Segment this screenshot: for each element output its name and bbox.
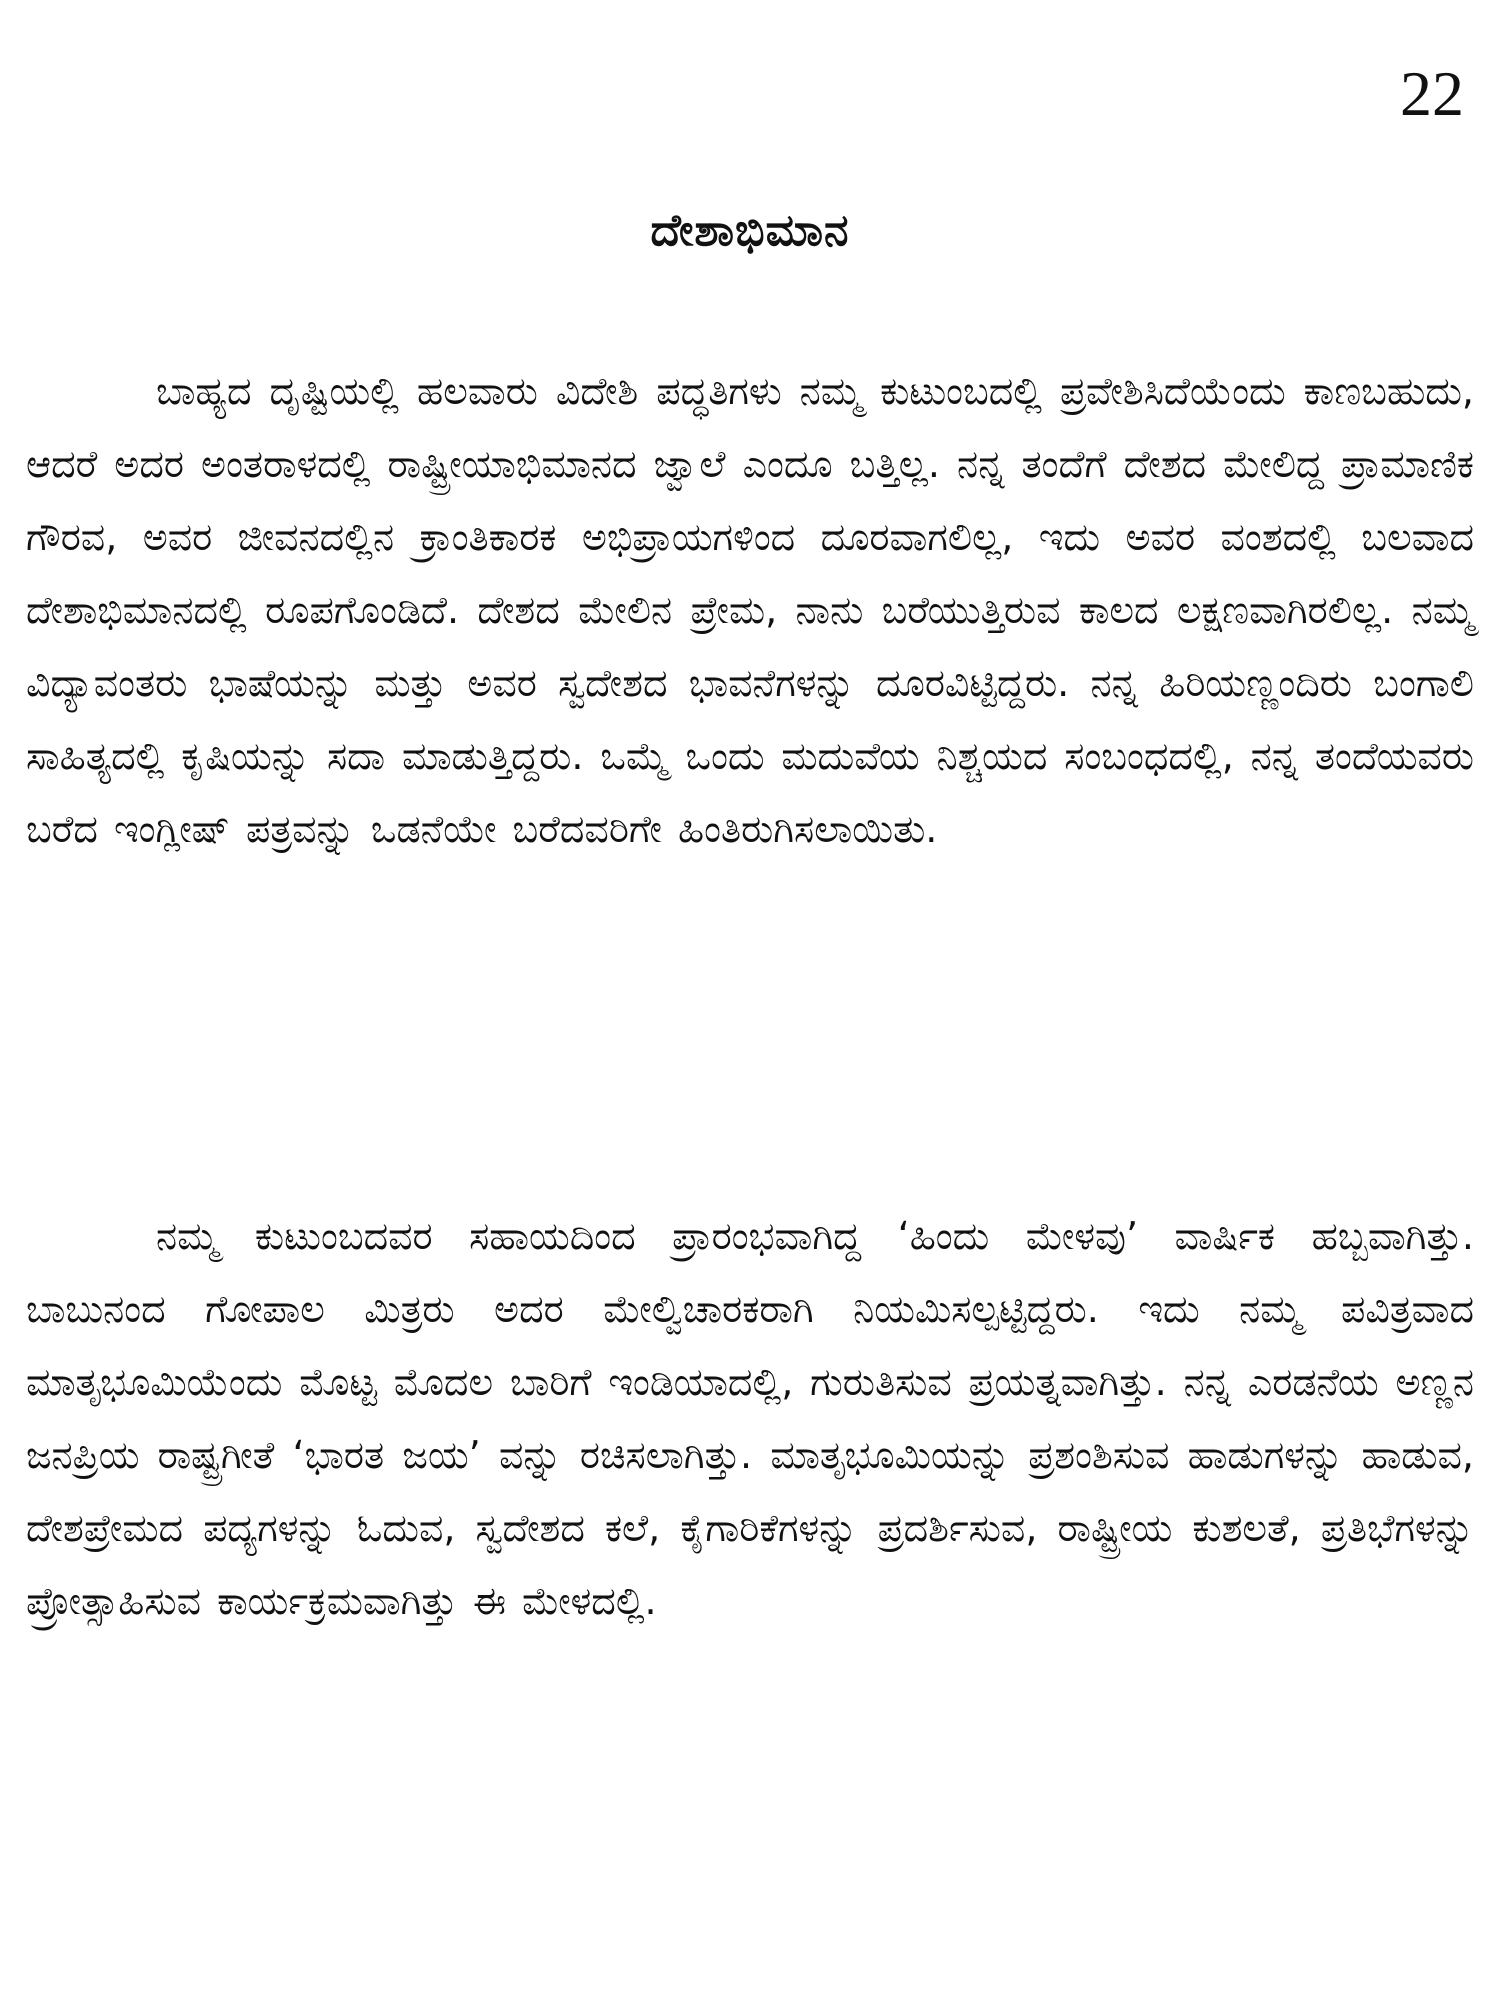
paragraph-2: ನಮ್ಮ ಕುಟುಂಬದವರ ಸಹಾಯದಿಂದ ಪ್ರಾರಂಭವಾಗಿದ್ದ ‘ಹಿಂದು ಮೇಳವು’ ವಾರ್ಷಿಕ ಹಬ್ಬವಾಗಿತ್ತು. ಬಾಬುನಂದ ಗೋಪಾಲ ಮಿತ್ರರು ಅದರ ಮೇಲ್ವಿಚಾರಕರಾಗಿ ನಿಯಮಿಸಲ್ಪಟ್ಟಿದ್ದರು. ಇದು ನಮ್ಮ ಪವಿತ್ರವಾದ ಮಾತೃಭೂಮಿಯೆಂದು ಮೊಟ್ಟ ಮೊದಲ ಬಾರಿಗೆ ಇಂಡಿಯಾದಲ್ಲಿ, ಗುರುತಿಸುವ ಪ್ರಯತ್ನವಾಗಿತ್ತು. ನನ್ನ ಎರಡನೆಯ ಅಣ್ಣನ ಜನಪ್ರಿಯ ರಾಷ್ಟ್ರಗೀತೆ ‘ಭಾರತ ಜಯ’ ವನ್ನು ರಚಿಸಲಾಗಿತ್ತು. ಮಾತೃಭೂಮಿಯನ್ನು ಪ್ರಶಂಶಿಸುವ ಹಾಡುಗಳನ್ನು ಹಾಡುವ, ದೇಶಪ್ರೇಮದ ಪದ್ಯಗಳನ್ನು ಓದುವ, ಸ್ವದೇಶದ ಕಲೆ, ಕೈಗಾರಿಕೆಗಳನ್ನು ಪ್ರದರ್ಶಿಸುವ, ರಾಷ್ಟ್ರೀಯ ಕುಶಲತೆ, ಪ್ರತಿಭೆಗಳನ್ನು ಪ್ರೋತ್ಸಾಹಿಸುವ ಕಾರ್ಯಕ್ರಮವಾಗಿತ್ತು ಈ ಮೇಳದಲ್ಲಿ. [26, 1214, 1474, 1623]
page-number: 22 [1400, 58, 1464, 129]
page-title: ದೇಶಾಭಿಮಾನ [650, 205, 850, 256]
paragraph-1: ಬಾಹ್ಯದ ದೃಷ್ಟಿಯಲ್ಲಿ ಹಲವಾರು ವಿದೇಶಿ ಪದ್ಧತಿಗಳು ನಮ್ಮ ಕುಟುಂಬದಲ್ಲಿ ಪ್ರವೇಶಿಸಿದೆಯೆಂದು ಕಾಣಬಹುದು, ಆದರೆ ಅದರ ಅಂತರಾಳದಲ್ಲಿ ರಾಷ್ಟ್ರೀಯಾಭಿಮಾನದ ಜ್ವಾಲೆ ಎಂದೂ ಬತ್ತಿಲ್ಲ. ನನ್ನ ತಂದೆಗೆ ದೇಶದ ಮೇಲಿದ್ದ ಪ್ರಾಮಾಣಿಕ ಗೌರವ, ಅವರ ಜೀವನದಲ್ಲಿನ ಕ್ರಾಂತಿಕಾರಕ ಅಭಿಪ್ರಾಯಗಳಿಂದ ದೂರವಾಗಲಿಲ್ಲ, ಇದು ಅವರ ವಂಶದಲ್ಲಿ ಬಲವಾದ ದೇಶಾಭಿಮಾನದಲ್ಲಿ ರೂಪಗೊಂಡಿದೆ. ದೇಶದ ಮೇಲಿನ ಪ್ರೇಮ, ನಾನು ಬರೆಯುತ್ತಿರುವ ಕಾಲದ ಲಕ್ಷಣವಾಗಿರಲಿಲ್ಲ. ನಮ್ಮ ವಿದ್ಯಾವಂತರು ಭಾಷೆಯನ್ನು ಮತ್ತು ಅವರ ಸ್ವದೇಶದ ಭಾವನೆಗಳನ್ನು ದೂರವಿಟ್ಟಿದ್ದರು. ನನ್ನ ಹಿರಿಯಣ್ಣಂದಿರು ಬಂಗಾಲಿ ಸಾಹಿತ್ಯದಲ್ಲಿ ಕೃಷಿಯನ್ನು ಸದಾ ಮಾಡುತ್ತಿದ್ದರು. ಒಮ್ಮೆ ಒಂದು ಮದುವೆಯ ನಿಶ್ಚಯದ ಸಂಬಂಧದಲ್ಲಿ, ನನ್ನ ತಂದೆಯವರು ಬರೆದ ಇಂಗ್ಲೀಷ್ ಪತ್ರವನ್ನು ಒಡನೆಯೇ ಬರೆದವರಿಗೇ ಹಿಂತಿರುಗಿಸಲಾಯಿತು. [26, 369, 1474, 851]
